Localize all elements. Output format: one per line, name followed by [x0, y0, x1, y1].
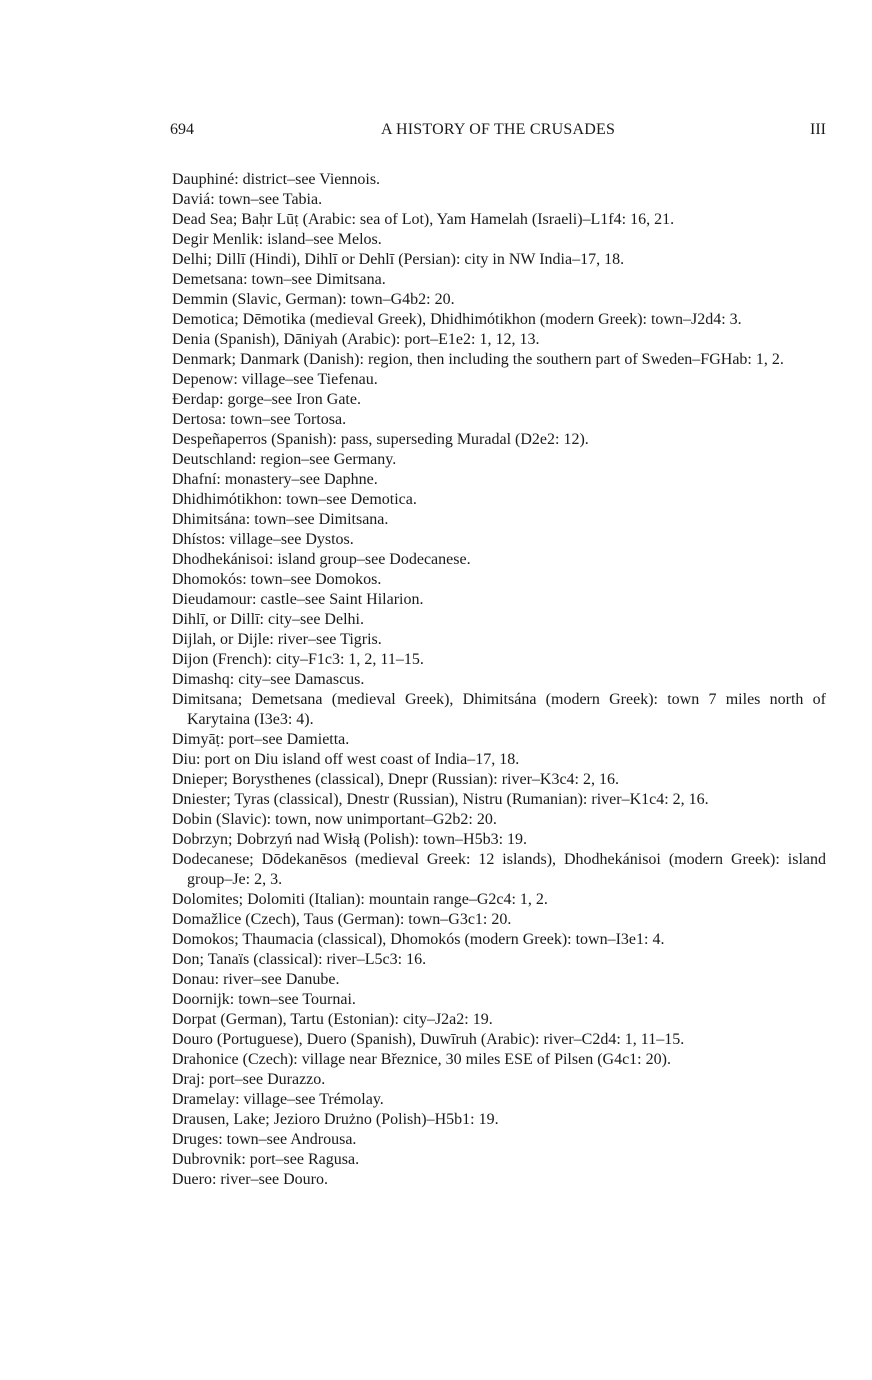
gazetteer-entry: Denia (Spanish), Dāniyah (Arabic): port–E1e2: 1, 12, 13. [172, 331, 540, 348]
gazetteer-entry: Daviá: town–see Tabia. [172, 191, 323, 208]
gazetteer-entry: Dobrzyn; Dobrzyń nad Wisłą (Polish): town–H5b3: 19. [172, 831, 528, 848]
gazetteer-entry: Dhimitsána: town–see Dimitsana. [172, 511, 389, 528]
gazetteer-entry: Dead Sea; Baḥr Lūṭ (Arabic: sea of Lot), Yam Hamelah (Israeli)–L1f4: 16, 21. [172, 211, 675, 228]
gazetteer-entry: Demetsana: town–see Dimitsana. [172, 271, 386, 288]
gazetteer-entry: Dhodhekánisoi: island group–see Dodecanese. [172, 551, 471, 568]
gazetteer-entry: Doornijk: town–see Tournai. [172, 991, 356, 1008]
gazetteer-entry: Dimashq: city–see Damascus. [172, 671, 365, 688]
gazetteer-entry: Dniester; Tyras (classical), Dnestr (Russian), Nistru (Rumanian): river–K1c4: 2, 16. [172, 791, 709, 808]
page-number: 694 [170, 121, 194, 138]
volume-number: III [810, 121, 826, 138]
gazetteer-entry: Dodecanese; Dōdekanēsos (medieval Greek: 12 islands), Dhodhekánisoi (modern Greek): island group–Je: 2, 3. [172, 851, 826, 888]
gazetteer-entry: Diu: port on Diu island off west coast of India–17, 18. [172, 751, 520, 768]
gazetteer-entry: Demotica; Dēmotika (medieval Greek), Dhidhimótikhon (modern Greek): town–J2d4: 3. [172, 311, 742, 328]
gazetteer-entry: Donau: river–see Danube. [172, 971, 340, 988]
gazetteer-entry: Deutschland: region–see Germany. [172, 451, 397, 468]
gazetteer-entry: Delhi; Dillī (Hindi), Dihlī or Dehlī (Persian): city in NW India–17, 18. [172, 251, 625, 268]
gazetteer-entry: Drausen, Lake; Jezioro Drużno (Polish)–H5b1: 19. [172, 1111, 499, 1128]
gazetteer-entry: Dobin (Slavic): town, now unimportant–G2b2: 20. [172, 811, 497, 828]
gazetteer-entry: Douro (Portuguese), Duero (Spanish), Duwīruh (Arabic): river–C2d4: 1, 11–15. [172, 1031, 685, 1048]
gazetteer-entry: Domažlice (Czech), Taus (German): town–G3c1: 20. [172, 911, 512, 928]
gazetteer-entry: Dimyāṭ: port–see Damietta. [172, 731, 350, 748]
gazetteer-entry: Dimitsana; Demetsana (medieval Greek), Dhimitsána (modern Greek): town 7 miles north of Karytaina (I3e3: 4). [172, 691, 826, 728]
gazetteer-entries [172, 170, 826, 1190]
gazetteer-entry: Depenow: village–see Tiefenau. [172, 371, 378, 388]
page-header [170, 121, 826, 143]
gazetteer-entry: Don; Tanaïs (classical): river–L5c3: 16. [172, 951, 427, 968]
gazetteer-entry: Dieudamour: castle–see Saint Hilarion. [172, 591, 424, 608]
gazetteer-entry: Dhomokós: town–see Domokos. [172, 571, 382, 588]
gazetteer-entry: Dhafní: monastery–see Daphne. [172, 471, 378, 488]
gazetteer-entry: Dihlī, or Dillī: city–see Delhi. [172, 611, 364, 628]
gazetteer-entry: Dauphiné: district–see Viennois. [172, 171, 381, 188]
gazetteer-entry: Dolomites; Dolomiti (Italian): mountain range–G2c4: 1, 2. [172, 891, 548, 908]
gazetteer-entry: Duero: river–see Douro. [172, 1171, 328, 1188]
gazetteer-entry: Dijon (French): city–F1c3: 1, 2, 11–15. [172, 651, 424, 668]
gazetteer-entry: Dorpat (German), Tartu (Estonian): city–J2a2: 19. [172, 1011, 493, 1028]
gazetteer-entry: Demmin (Slavic, German): town–G4b2: 20. [172, 291, 455, 308]
gazetteer-entry: Dhidhimótikhon: town–see Demotica. [172, 491, 417, 508]
gazetteer-entry: Dramelay: village–see Trémolay. [172, 1091, 384, 1108]
gazetteer-entry: Denmark; Danmark (Danish): region, then including the southern part of Sweden–FGHab: 1, 2. [172, 351, 784, 368]
gazetteer-entry: Degir Menlik: island–see Melos. [172, 231, 382, 248]
gazetteer-entry: Despeñaperros (Spanish): pass, superseding Muradal (D2e2: 12). [172, 431, 589, 448]
gazetteer-entry: Dnieper; Borysthenes (classical), Dnepr (Russian): river–K3c4: 2, 16. [172, 771, 619, 788]
running-head: A HISTORY OF THE CRUSADES [380, 121, 616, 138]
gazetteer-entry: Đerdap: gorge–see Iron Gate. [172, 391, 361, 408]
gazetteer-entry: Druges: town–see Androusa. [172, 1131, 357, 1148]
gazetteer-entry: Draj: port–see Durazzo. [172, 1071, 326, 1088]
gazetteer-entry: Drahonice (Czech): village near Březnice, 30 miles ESE of Pilsen (G4c1: 20). [172, 1051, 671, 1068]
gazetteer-entry: Dijlah, or Dijle: river–see Tigris. [172, 631, 382, 648]
gazetteer-entry: Dubrovnik: port–see Ragusa. [172, 1151, 360, 1168]
gazetteer-entry: Dhístos: village–see Dystos. [172, 531, 354, 548]
gazetteer-entry: Domokos; Thaumacia (classical), Dhomokós (modern Greek): town–I3e1: 4. [172, 931, 665, 948]
gazetteer-entry: Dertosa: town–see Tortosa. [172, 411, 347, 428]
